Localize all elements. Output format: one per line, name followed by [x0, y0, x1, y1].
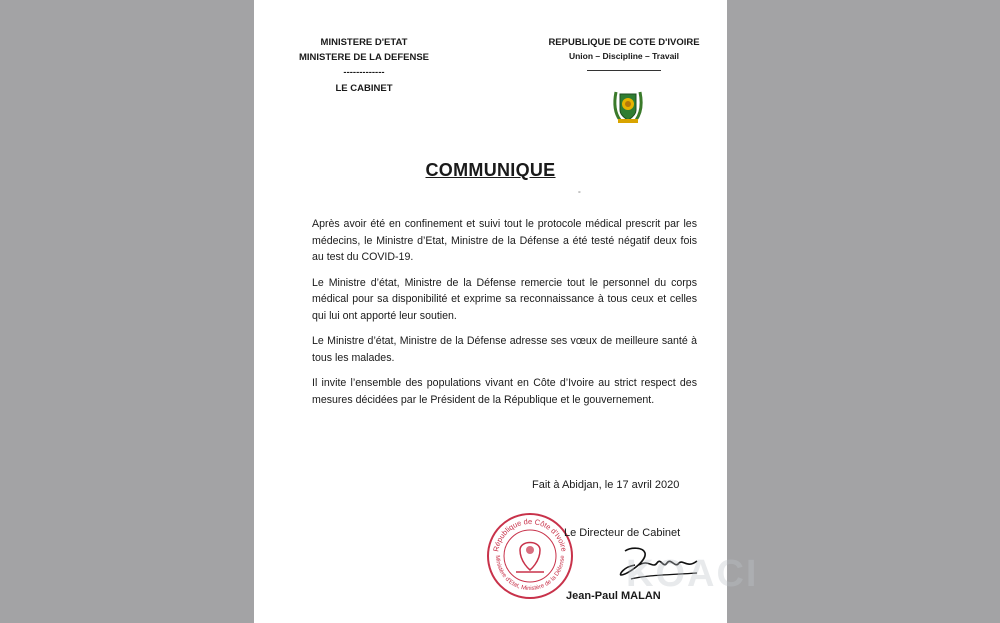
paragraph: Après avoir été en confinement et suivi tout le protocole médical prescrit par les médecins, le Ministre d’Etat, Ministre de la Défense a été testé négatif deux fois au test du COVID-19.	[312, 218, 697, 263]
place-date: Fait à Abidjan, le 17 avril 2020	[532, 479, 680, 491]
republic-motto: Union – Discipline – Travail	[568, 51, 680, 62]
ministry-line-3: LE CABINET	[335, 82, 393, 94]
header-ministry	[284, 35, 444, 96]
paragraph: Le Ministre d’état, Ministre de la Défense remercie tout le personnel du corps médical pour sa disponibilité et exprime sa reconnaissance à tous ceux et celles qui lui ont apporté leur soutien.	[312, 276, 697, 322]
ministry-line-2: MINISTERE DE LA DEFENSE	[298, 52, 430, 64]
signatory-title: Le Directeur de Cabinet	[564, 527, 681, 539]
paragraph: Il invite l’ensemble des populations vivant en Côte d’Ivoire au strict respect des mesures décidées par le Président de la République et le gouvernement.	[312, 377, 697, 406]
paragraph: Le Ministre d’état, Ministre de la Défense adresse ses vœux de meilleure santé à tous les malades.	[312, 335, 697, 364]
stray-mark: °	[578, 191, 581, 198]
ministry-line-1: MINISTERE D'ETAT	[320, 37, 408, 48]
signatory-name: Jean-Paul MALAN	[566, 590, 661, 602]
stamp-top-text: République de Côte d'Ivoire	[491, 516, 569, 553]
stamp-bottom-text: Ministère d'Etat, Ministère de la Défense	[493, 555, 567, 593]
republic-name: REPUBLIQUE DE COTE D'IVOIRE	[548, 37, 700, 48]
communique-body	[312, 216, 697, 417]
document-page	[254, 0, 759, 623]
coat-of-arms-icon	[610, 86, 646, 126]
official-stamp-icon	[486, 512, 574, 600]
ministry-separator: -------------	[343, 67, 385, 79]
header-republic	[544, 35, 704, 79]
header-rule	[587, 70, 661, 71]
watermark: KOACI	[626, 553, 759, 595]
document-title: COMMUNIQUE	[425, 160, 556, 180]
